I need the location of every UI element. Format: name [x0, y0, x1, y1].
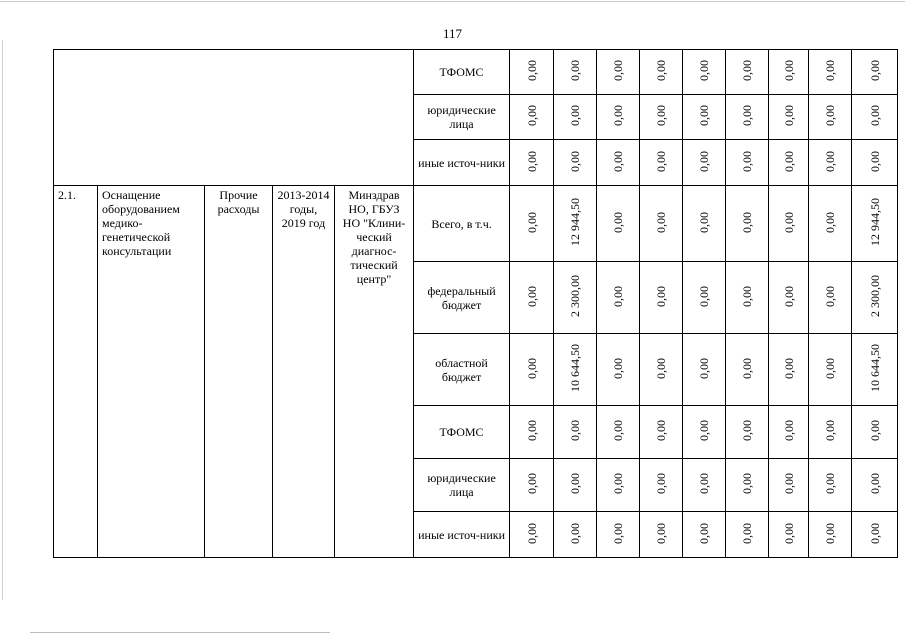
- value-cell: [554, 406, 597, 459]
- value-text: 0,00: [823, 522, 838, 544]
- value-cell: [809, 406, 852, 459]
- value-cell: [510, 459, 554, 512]
- value-text: 0,00: [524, 522, 539, 544]
- value-cell: [726, 95, 769, 140]
- value-text: 0,00: [568, 105, 583, 126]
- value-cell: [640, 262, 683, 334]
- value-text: 0,00: [781, 420, 796, 441]
- funding-source-cell: федеральный бюджет: [414, 262, 510, 334]
- value-text: 0,00: [781, 522, 796, 544]
- item-period-cell: 2013-2014 годы, 2019 год: [273, 186, 335, 558]
- value-text: 0,00: [823, 473, 838, 494]
- value-text: 0,00: [697, 60, 712, 81]
- funding-source-cell: иные источ-ники: [414, 512, 510, 558]
- item-executor-cell: Минздрав НО, ГБУЗ НО "Клини-ческий диагнос-тический центр": [335, 186, 414, 558]
- item-number-cell: 2.1.: [54, 186, 98, 558]
- value-text: 0,00: [568, 420, 583, 441]
- value-cell: [554, 50, 597, 95]
- value-text: 0,00: [740, 60, 755, 81]
- value-text: 0,00: [654, 211, 669, 233]
- value-cell: [510, 186, 554, 262]
- value-cell: [726, 406, 769, 459]
- value-text: 0,00: [611, 420, 626, 441]
- value-cell: [640, 334, 683, 406]
- value-cell: [554, 95, 597, 140]
- value-cell: [683, 95, 726, 140]
- value-text: 0,00: [568, 522, 583, 544]
- value-text: 0,00: [654, 285, 669, 307]
- value-cell: [597, 334, 640, 406]
- value-cell: [809, 140, 852, 186]
- scan-edge-left: [2, 40, 3, 600]
- value-text: 0,00: [524, 150, 539, 172]
- value-text: 0,00: [697, 357, 712, 379]
- value-cell: [597, 50, 640, 95]
- value-cell: [683, 512, 726, 558]
- value-text: 0,00: [781, 357, 796, 379]
- value-cell: [769, 406, 809, 459]
- value-text: 10 644,50: [568, 344, 583, 392]
- value-text: 0,00: [697, 211, 712, 233]
- value-cell: [597, 140, 640, 186]
- value-text: 0,00: [740, 285, 755, 307]
- value-text: 0,00: [611, 285, 626, 307]
- value-text: 0,00: [823, 150, 838, 172]
- budget-table: [53, 49, 898, 558]
- value-text: 0,00: [781, 60, 796, 81]
- value-cell: [852, 186, 898, 262]
- value-cell: [852, 95, 898, 140]
- value-text: 0,00: [781, 285, 796, 307]
- value-cell: [683, 459, 726, 512]
- value-cell: [683, 334, 726, 406]
- value-text: 10 644,50: [867, 344, 882, 392]
- value-cell: [640, 95, 683, 140]
- value-cell: [769, 459, 809, 512]
- value-text: 0,00: [867, 60, 882, 81]
- value-cell: [640, 459, 683, 512]
- value-cell: [510, 262, 554, 334]
- value-text: 0,00: [654, 150, 669, 172]
- value-cell: [510, 512, 554, 558]
- funding-source-cell: Всего, в т.ч.: [414, 186, 510, 262]
- value-cell: [640, 186, 683, 262]
- funding-source-cell: ТФОМС: [414, 406, 510, 459]
- value-cell: [597, 95, 640, 140]
- value-text: 0,00: [697, 285, 712, 307]
- value-text: 0,00: [654, 60, 669, 81]
- value-text: 0,00: [524, 357, 539, 379]
- scan-edge-bottom: [30, 632, 330, 633]
- value-cell: [852, 334, 898, 406]
- value-text: 0,00: [867, 420, 882, 441]
- blank-continuation-cell: [54, 50, 414, 186]
- value-cell: [683, 262, 726, 334]
- value-text: 0,00: [654, 420, 669, 441]
- value-cell: [510, 50, 554, 95]
- value-cell: [726, 262, 769, 334]
- value-cell: [510, 140, 554, 186]
- value-cell: [554, 262, 597, 334]
- value-text: 0,00: [611, 522, 626, 544]
- value-text: 0,00: [611, 60, 626, 81]
- table-row: [54, 50, 898, 95]
- value-text: 0,00: [524, 211, 539, 233]
- value-cell: [852, 140, 898, 186]
- value-cell: [852, 512, 898, 558]
- funding-source-cell: юридические лица: [414, 95, 510, 140]
- value-text: 0,00: [781, 150, 796, 172]
- value-cell: [809, 512, 852, 558]
- value-text: 0,00: [524, 285, 539, 307]
- value-cell: [769, 262, 809, 334]
- item-category-cell: Прочие расходы: [205, 186, 273, 558]
- value-text: 0,00: [568, 60, 583, 81]
- funding-source-cell: областной бюджет: [414, 334, 510, 406]
- scan-edge-top: [0, 1, 905, 2]
- value-text: 0,00: [781, 105, 796, 126]
- value-cell: [554, 140, 597, 186]
- funding-source-cell: ТФОМС: [414, 50, 510, 95]
- value-text: 0,00: [654, 357, 669, 379]
- value-cell: [769, 186, 809, 262]
- value-text: 0,00: [611, 150, 626, 172]
- value-text: 0,00: [781, 211, 796, 233]
- funding-source-cell: иные источ-ники: [414, 140, 510, 186]
- value-text: 0,00: [524, 420, 539, 441]
- value-cell: [640, 406, 683, 459]
- value-text: 0,00: [823, 357, 838, 379]
- value-text: 0,00: [740, 522, 755, 544]
- item-name-cell: Оснащение оборудованием медико-генетической консультации: [98, 186, 205, 558]
- value-text: 0,00: [697, 420, 712, 441]
- value-text: 0,00: [524, 473, 539, 494]
- value-cell: [769, 512, 809, 558]
- value-cell: [852, 406, 898, 459]
- value-text: 2 300,00: [568, 275, 583, 317]
- value-text: 0,00: [740, 105, 755, 126]
- value-cell: [640, 50, 683, 95]
- value-text: 0,00: [697, 105, 712, 126]
- value-text: 0,00: [611, 357, 626, 379]
- value-cell: [554, 512, 597, 558]
- value-cell: [597, 186, 640, 262]
- value-cell: [769, 140, 809, 186]
- value-cell: [597, 459, 640, 512]
- value-cell: [554, 459, 597, 512]
- value-text: 0,00: [697, 150, 712, 172]
- value-cell: [683, 186, 726, 262]
- value-text: 0,00: [823, 211, 838, 233]
- value-text: 0,00: [524, 60, 539, 81]
- value-text: 0,00: [823, 420, 838, 441]
- value-text: 0,00: [740, 150, 755, 172]
- value-cell: [809, 186, 852, 262]
- value-cell: [726, 512, 769, 558]
- table-row: [54, 186, 898, 262]
- value-cell: [769, 334, 809, 406]
- value-text: 0,00: [867, 150, 882, 172]
- value-cell: [597, 512, 640, 558]
- value-text: 0,00: [568, 150, 583, 172]
- value-text: 12 944,50: [867, 198, 882, 246]
- value-text: 0,00: [781, 473, 796, 494]
- value-cell: [852, 459, 898, 512]
- value-text: 0,00: [740, 420, 755, 441]
- value-cell: [726, 140, 769, 186]
- value-cell: [726, 459, 769, 512]
- value-text: 0,00: [654, 473, 669, 494]
- value-cell: [554, 186, 597, 262]
- value-cell: [726, 334, 769, 406]
- value-text: 12 944,50: [568, 198, 583, 246]
- value-cell: [852, 50, 898, 95]
- value-cell: [809, 95, 852, 140]
- value-cell: [809, 459, 852, 512]
- value-cell: [510, 406, 554, 459]
- value-text: 0,00: [867, 105, 882, 126]
- value-cell: [510, 334, 554, 406]
- value-cell: [683, 406, 726, 459]
- value-cell: [683, 140, 726, 186]
- page-number: 117: [442, 26, 463, 41]
- value-text: 0,00: [654, 105, 669, 126]
- value-text: 2 300,00: [867, 275, 882, 317]
- value-cell: [809, 262, 852, 334]
- value-cell: [683, 50, 726, 95]
- value-text: 0,00: [524, 105, 539, 126]
- value-cell: [769, 50, 809, 95]
- value-text: 0,00: [740, 211, 755, 233]
- value-text: 0,00: [611, 211, 626, 233]
- value-text: 0,00: [823, 285, 838, 307]
- value-cell: [640, 512, 683, 558]
- value-text: 0,00: [611, 473, 626, 494]
- value-text: 0,00: [697, 522, 712, 544]
- value-cell: [809, 50, 852, 95]
- funding-source-cell: юридические лица: [414, 459, 510, 512]
- value-text: 0,00: [697, 473, 712, 494]
- value-cell: [809, 334, 852, 406]
- value-text: 0,00: [740, 357, 755, 379]
- value-cell: [597, 406, 640, 459]
- value-cell: [554, 334, 597, 406]
- value-cell: [640, 140, 683, 186]
- value-cell: [597, 262, 640, 334]
- value-cell: [726, 50, 769, 95]
- value-cell: [852, 262, 898, 334]
- value-cell: [510, 95, 554, 140]
- value-text: 0,00: [867, 473, 882, 494]
- value-text: 0,00: [568, 473, 583, 494]
- value-text: 0,00: [823, 60, 838, 81]
- value-text: 0,00: [867, 522, 882, 544]
- value-text: 0,00: [654, 522, 669, 544]
- value-cell: [769, 95, 809, 140]
- value-text: 0,00: [740, 473, 755, 494]
- value-text: 0,00: [611, 105, 626, 126]
- value-text: 0,00: [823, 105, 838, 126]
- value-cell: [726, 186, 769, 262]
